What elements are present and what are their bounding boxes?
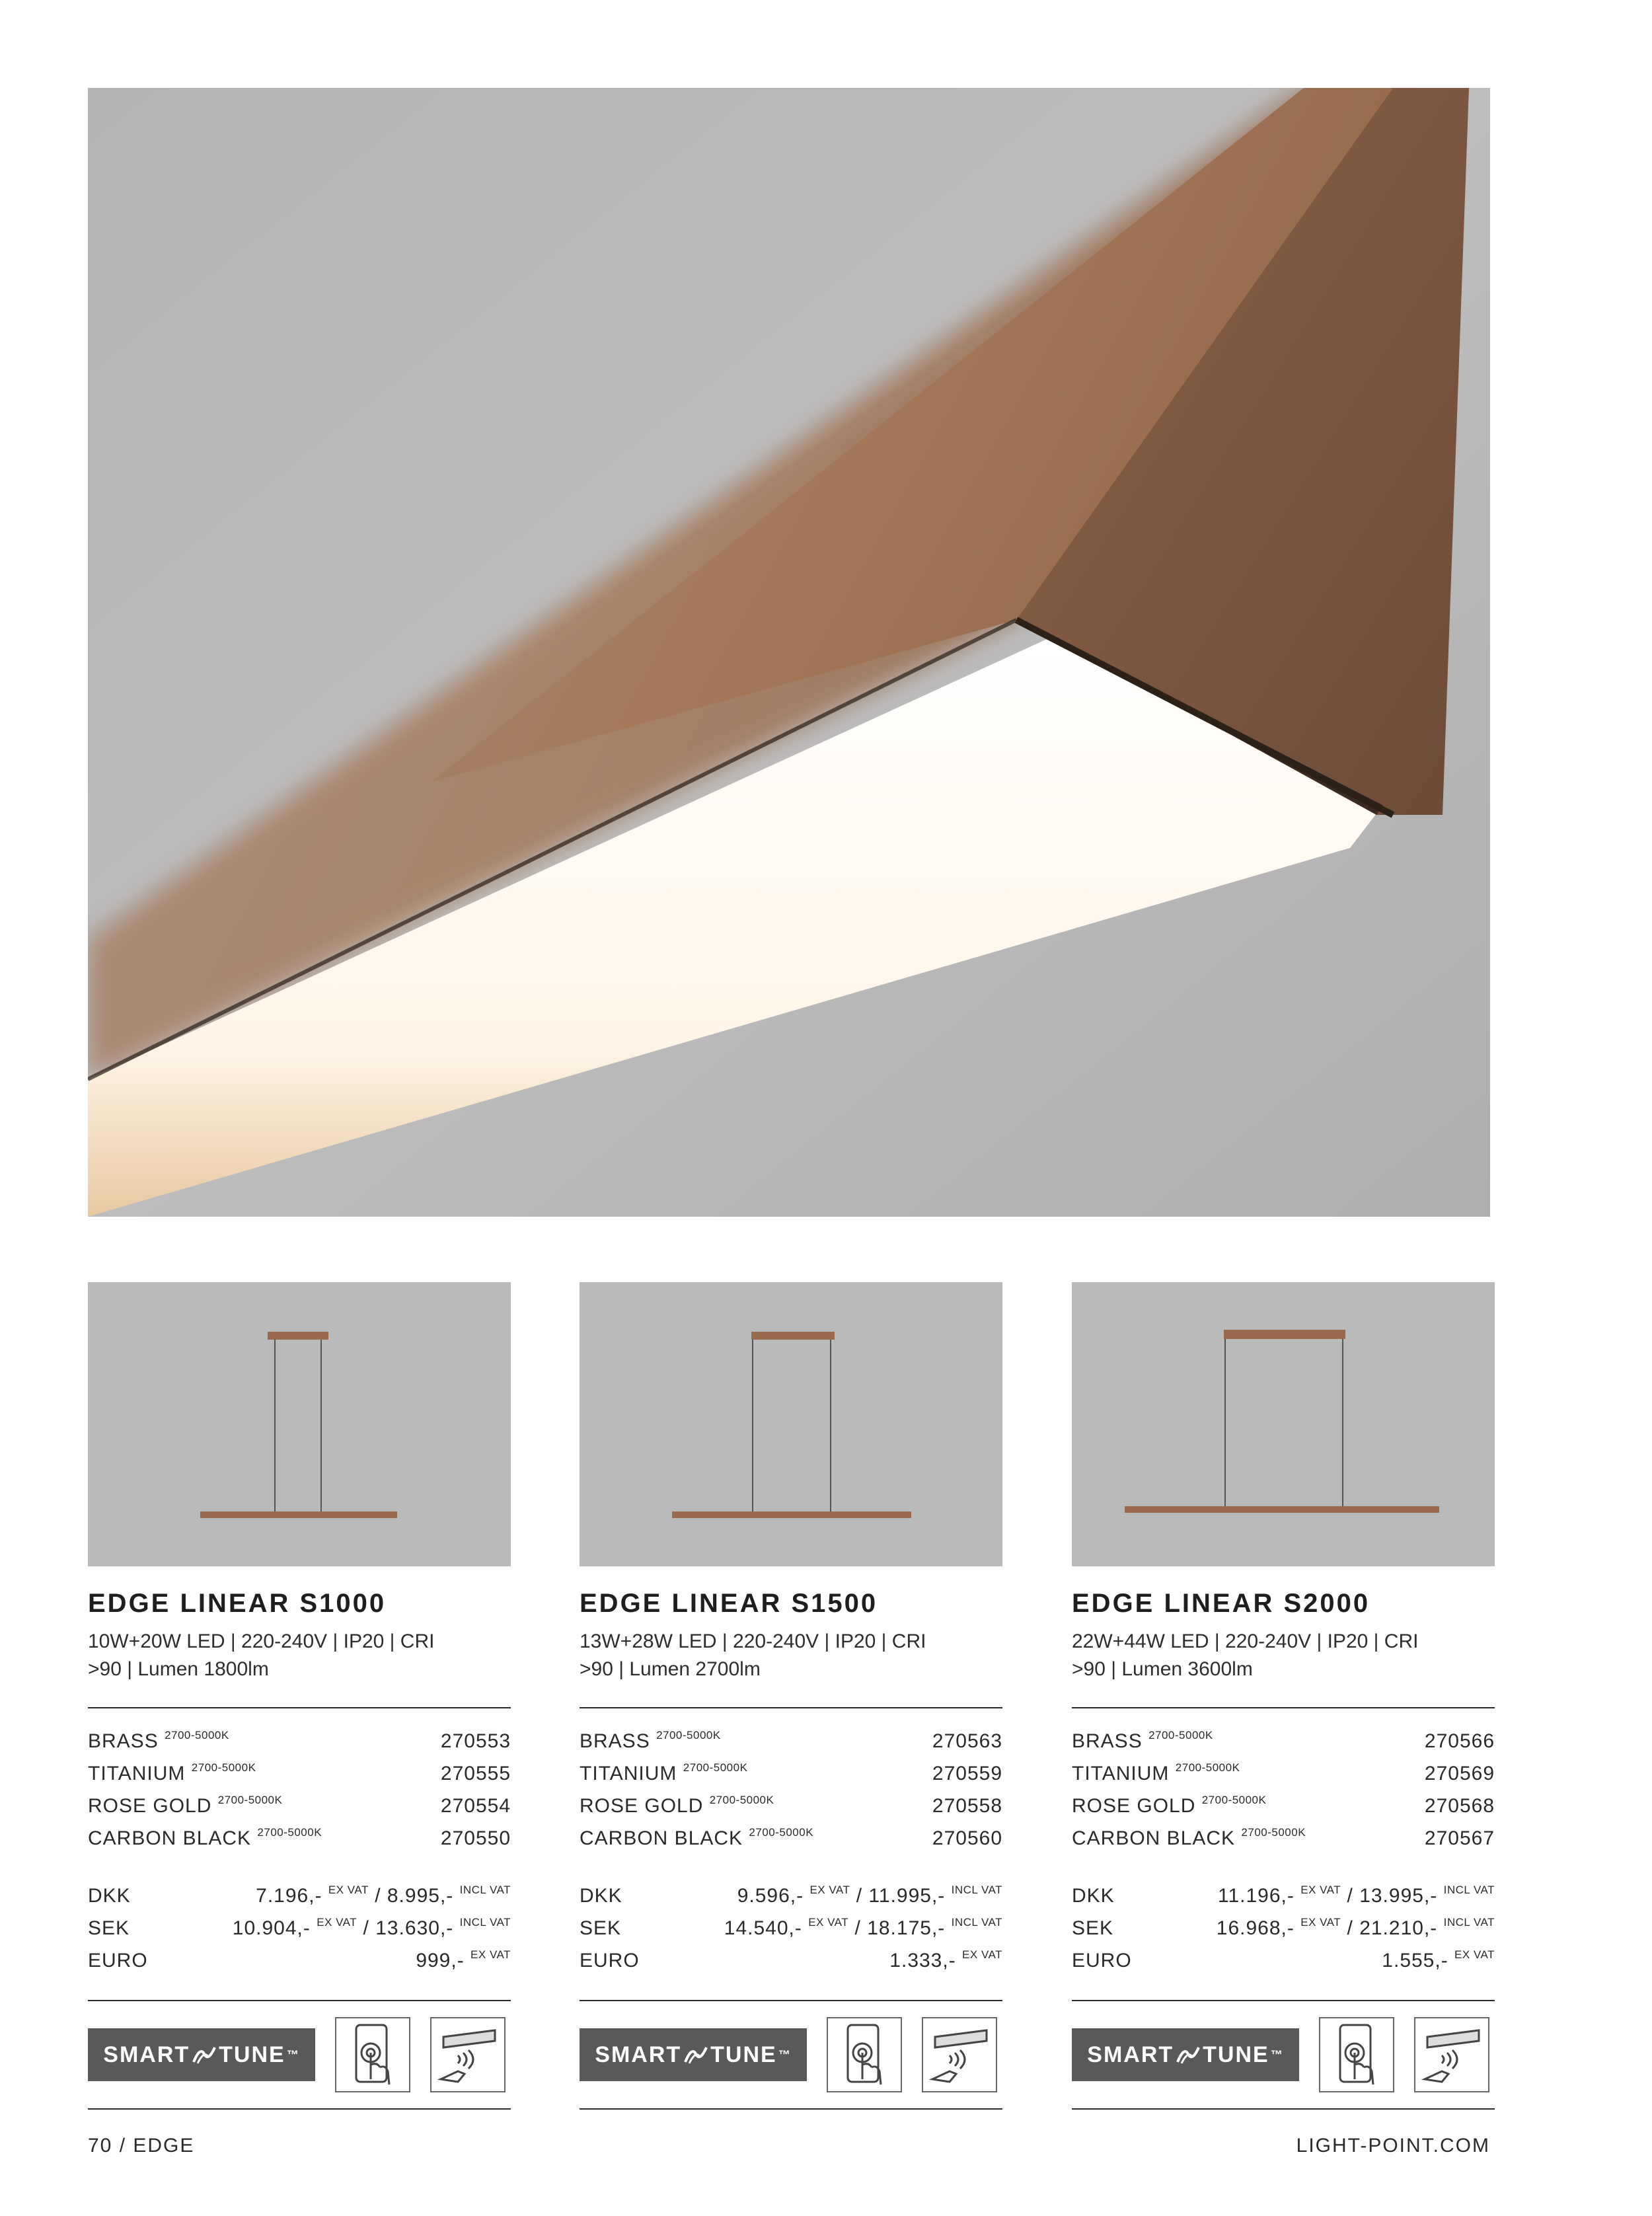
variant-code: 270568 (1424, 1795, 1495, 1817)
variant-code: 270554 (440, 1795, 511, 1817)
incl-vat-label: INCL VAT (1443, 1884, 1495, 1896)
variant-code: 270555 (440, 1763, 511, 1784)
variant-row (580, 1723, 1002, 1755)
price-separator: / (375, 1885, 381, 1907)
variant-temp: 2700-5000K (257, 1826, 322, 1839)
price-row (88, 1942, 511, 1975)
ex-vat-label: EX VAT (1454, 1948, 1495, 1961)
badge-right-text: TUNE (1203, 2042, 1269, 2067)
variant-code: 270567 (1424, 1827, 1495, 1849)
pendant-lamp-illustration (580, 1282, 1002, 1566)
product-card-s2000 (1072, 1282, 1495, 2110)
price-row (88, 1910, 511, 1942)
variant-temp: 2700-5000K (749, 1826, 814, 1839)
variant-row (580, 1788, 1002, 1820)
price-ex-vat: 14.540,- (724, 1917, 802, 1939)
app-control-icon (827, 2017, 902, 2092)
currency: EURO (1072, 1950, 1132, 1971)
variant-list (88, 1723, 511, 1853)
variant-code: 270550 (440, 1827, 511, 1849)
currency: SEK (88, 1917, 130, 1939)
ex-vat-label: EX VAT (808, 1916, 849, 1929)
product-title: EDGE LINEAR S1000 (88, 1589, 387, 1618)
variant-temp: 2700-5000K (683, 1761, 748, 1774)
variant-temp: 2700-5000K (1148, 1729, 1213, 1741)
ex-vat-label: EX VAT (809, 1884, 850, 1896)
variant-temp: 2700-5000K (1201, 1794, 1267, 1806)
hero-image (88, 88, 1490, 1217)
gesture-sensor-icon (922, 2017, 997, 2092)
variant-code: 270559 (932, 1763, 1002, 1784)
ex-vat-label: EX VAT (1300, 1884, 1341, 1896)
variant-row (1072, 1755, 1495, 1788)
app-control-icon (1319, 2017, 1394, 2092)
badge-left-text: SMART (595, 2042, 682, 2067)
variant-name: ROSE GOLD (580, 1795, 704, 1817)
price-row (88, 1878, 511, 1910)
price-ex-vat: 9.596,- (737, 1885, 804, 1907)
price-incl-vat: 18.175,- (867, 1917, 946, 1939)
trademark: ™ (286, 2047, 300, 2061)
price-row (1072, 1942, 1495, 1975)
price-ex-vat: 10.904,- (232, 1917, 311, 1939)
variant-code: 270566 (1424, 1730, 1495, 1752)
feature-icons (88, 2001, 511, 2108)
variant-row (88, 1755, 511, 1788)
divider (88, 1707, 511, 1708)
product-title: EDGE LINEAR S2000 (1072, 1589, 1370, 1618)
product-image (88, 1282, 511, 1566)
price-separator: / (1347, 1917, 1353, 1939)
variant-code: 270558 (932, 1795, 1002, 1817)
variant-name: CARBON BLACK (88, 1827, 252, 1849)
feature-icons (1072, 2001, 1495, 2108)
gesture-sensor-icon (1414, 2017, 1489, 2092)
product-image (580, 1282, 1002, 1566)
variant-temp: 2700-5000K (217, 1794, 283, 1806)
badge-right-text: TUNE (219, 2042, 285, 2067)
incl-vat-label: INCL VAT (951, 1884, 1002, 1896)
variant-temp: 2700-5000K (1175, 1761, 1240, 1774)
incl-vat-label: INCL VAT (459, 1916, 511, 1929)
variant-name: BRASS (580, 1730, 650, 1752)
price-row (1072, 1910, 1495, 1942)
price-incl-vat: 13.995,- (1359, 1885, 1438, 1907)
divider (580, 1707, 1002, 1708)
product-spec: 22W+44W LED | 220-240V | IP20 | CRI >90 | Lumen 3600lm (1072, 1630, 1419, 1680)
variant-row (88, 1820, 511, 1853)
price-separator: / (1347, 1885, 1353, 1907)
divider (88, 2108, 511, 2110)
variant-list (580, 1723, 1002, 1853)
product-card-s1500 (580, 1282, 1002, 2110)
price-row (580, 1942, 1002, 1975)
divider (1072, 1707, 1495, 1708)
smart-tune-badge (88, 2028, 315, 2081)
incl-vat-label: INCL VAT (459, 1884, 511, 1896)
gesture-sensor-icon (430, 2017, 506, 2092)
variant-temp: 2700-5000K (165, 1729, 229, 1741)
price-separator: / (854, 1917, 861, 1939)
variant-temp: 2700-5000K (1241, 1826, 1306, 1839)
price-list (88, 1878, 511, 1975)
price-row (1072, 1878, 1495, 1910)
variant-row (88, 1788, 511, 1820)
variant-code: 270560 (932, 1827, 1002, 1849)
variant-row (1072, 1820, 1495, 1853)
ex-vat-label: EX VAT (1300, 1916, 1341, 1929)
variant-name: BRASS (88, 1730, 159, 1752)
currency: EURO (580, 1950, 640, 1971)
product-card-s1000 (88, 1282, 511, 2110)
currency: DKK (88, 1885, 131, 1907)
price-ex-vat: 1.555,- (1382, 1950, 1448, 1971)
variant-name: CARBON BLACK (580, 1827, 743, 1849)
divider (580, 2108, 1002, 2110)
price-ex-vat: 1.333,- (889, 1950, 956, 1971)
price-ex-vat: 7.196,- (256, 1885, 322, 1907)
ex-vat-label: EX VAT (328, 1884, 369, 1896)
price-ex-vat: 11.196,- (1218, 1885, 1295, 1907)
variant-code: 270563 (932, 1730, 1002, 1752)
feature-icons (580, 2001, 1002, 2108)
product-image (1072, 1282, 1495, 1566)
variant-name: TITANIUM (580, 1763, 677, 1784)
ex-vat-label: EX VAT (470, 1948, 511, 1961)
variant-name: BRASS (1072, 1730, 1143, 1752)
price-row (580, 1910, 1002, 1942)
ex-vat-label: EX VAT (962, 1948, 1002, 1961)
wave-icon (683, 2045, 709, 2065)
variant-row (1072, 1788, 1495, 1820)
variant-temp: 2700-5000K (656, 1729, 721, 1741)
variant-temp: 2700-5000K (191, 1761, 256, 1774)
price-ex-vat: 999,- (416, 1950, 465, 1971)
website-link[interactable]: LIGHT-POINT.COM (1296, 2135, 1490, 2157)
price-incl-vat: 8.995,- (387, 1885, 454, 1907)
ex-vat-label: EX VAT (317, 1916, 357, 1929)
pendant-lamp-illustration (1072, 1282, 1495, 1566)
currency: SEK (580, 1917, 622, 1939)
price-list (1072, 1878, 1495, 1975)
page-number: 70 / EDGE (88, 2135, 195, 2157)
smart-tune-badge (580, 2028, 807, 2081)
currency: DKK (1072, 1885, 1115, 1907)
price-separator: / (363, 1917, 369, 1939)
variant-row (88, 1723, 511, 1755)
badge-right-text: TUNE (710, 2042, 777, 2067)
trademark: ™ (1270, 2047, 1284, 2061)
currency: SEK (1072, 1917, 1114, 1939)
variant-name: ROSE GOLD (1072, 1795, 1196, 1817)
variant-row (1072, 1723, 1495, 1755)
wave-icon (1175, 2045, 1201, 2065)
price-list (580, 1878, 1002, 1975)
smart-tune-badge (1072, 2028, 1299, 2081)
price-ex-vat: 16.968,- (1216, 1917, 1295, 1939)
wave-icon (191, 2045, 217, 2065)
variant-row (580, 1755, 1002, 1788)
variant-code: 270569 (1424, 1763, 1495, 1784)
product-spec: 10W+20W LED | 220-240V | IP20 | CRI >90 | Lumen 1800lm (88, 1630, 435, 1680)
variant-code: 270553 (440, 1730, 511, 1752)
incl-vat-label: INCL VAT (1443, 1916, 1495, 1929)
divider (1072, 2108, 1495, 2110)
trademark: ™ (778, 2047, 792, 2061)
variant-name: CARBON BLACK (1072, 1827, 1236, 1849)
variant-name: ROSE GOLD (88, 1795, 212, 1817)
badge-left-text: SMART (103, 2042, 190, 2067)
price-incl-vat: 11.995,- (868, 1885, 946, 1907)
pendant-lamp-illustration (88, 1282, 511, 1566)
currency: DKK (580, 1885, 622, 1907)
price-separator: / (856, 1885, 863, 1907)
price-row (580, 1878, 1002, 1910)
incl-vat-label: INCL VAT (951, 1916, 1002, 1929)
app-control-icon (335, 2017, 410, 2092)
product-title: EDGE LINEAR S1500 (580, 1589, 878, 1618)
variant-temp: 2700-5000K (709, 1794, 774, 1806)
badge-left-text: SMART (1087, 2042, 1174, 2067)
variant-name: TITANIUM (1072, 1763, 1170, 1784)
product-spec: 13W+28W LED | 220-240V | IP20 | CRI >90 | Lumen 2700lm (580, 1630, 926, 1680)
price-incl-vat: 13.630,- (375, 1917, 454, 1939)
price-incl-vat: 21.210,- (1359, 1917, 1438, 1939)
variant-name: TITANIUM (88, 1763, 186, 1784)
variant-list (1072, 1723, 1495, 1853)
currency: EURO (88, 1950, 148, 1971)
lamp-closeup-illustration (88, 88, 1490, 1217)
variant-row (580, 1820, 1002, 1853)
